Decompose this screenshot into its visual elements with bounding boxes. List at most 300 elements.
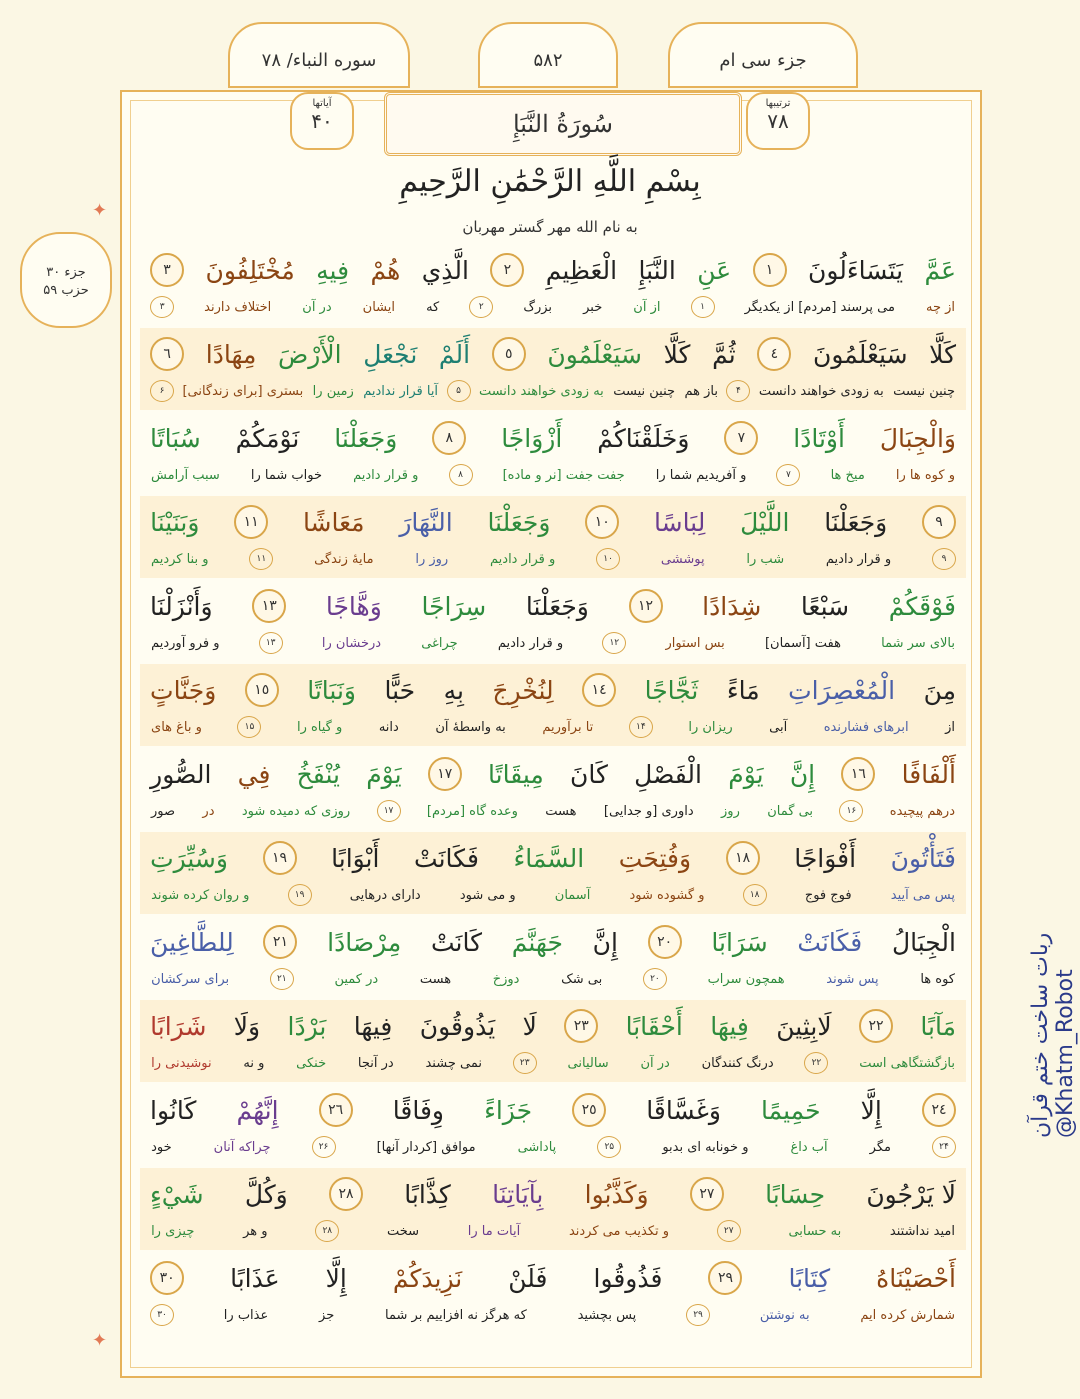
translation-line (150, 1050, 956, 1076)
surah-order-label: ترتیبها (765, 98, 791, 109)
arabic-word: أَلْفَافًا (901, 759, 956, 789)
translation-line (150, 882, 956, 908)
arabic-word: فَوْقَكُمْ (888, 591, 956, 621)
translation-ayah-marker: ۲۸ (315, 1220, 339, 1242)
arabic-word: مِرْصَادًا (327, 927, 402, 957)
translation-ayah-marker: ۶ (150, 380, 174, 402)
translation-word: آیات ما را (467, 1223, 521, 1239)
translation-word: می پرسند [مردم] از یکدیگر (744, 299, 895, 315)
translation-word: درنگ کنندگان (701, 1055, 774, 1071)
basmala: بِسْمِ اللَّهِ الرَّحْمَٰنِ الرَّحِيمِ (399, 164, 701, 199)
arabic-word: وِفَاقًا (392, 1095, 444, 1125)
translation-word: آسمان (554, 887, 591, 903)
translation-ayah-marker: ۲۵ (597, 1136, 621, 1158)
translation-word: هست (545, 803, 577, 819)
arabic-word: عَذَابًا (230, 1263, 280, 1293)
translation-word: که هرگز نه افزاییم بر شما (385, 1307, 527, 1323)
translation-word: عذاب را (223, 1307, 269, 1323)
surah-reference: سوره النباء/ ۷۸ (261, 49, 377, 71)
translation-line (150, 294, 956, 320)
arabic-word: إِلَّا (325, 1263, 347, 1293)
translation-ayah-marker: ۱۴ (629, 716, 653, 738)
translation-ayah-marker: ۱۶ (839, 800, 863, 822)
translation-line (150, 546, 956, 572)
translation-word: در آن (640, 1055, 670, 1071)
ayah-number-marker: ١٩ (263, 841, 297, 875)
arabic-word: سَيَعْلَمُونَ (547, 339, 642, 369)
translation-ayah-marker: ۵ (447, 380, 471, 402)
arabic-word: وَالْجِبَالَ (879, 423, 956, 453)
arabic-word: النَّبَإِ (638, 255, 676, 285)
ayah-number-marker: ٢٧ (690, 1177, 724, 1211)
translation-ayah-marker: ۱۰ (596, 548, 620, 570)
translation-word: و گشوده شود (629, 887, 705, 903)
translation-word: بازگشتگاهی است (859, 1055, 955, 1071)
arabic-word: أَلَمْ (438, 339, 471, 369)
translation-word: ابرهای فشارنده (823, 719, 909, 735)
arabic-word: كِذَّابًا (404, 1179, 451, 1209)
page-number-header (478, 22, 618, 88)
translation-word: درهم پیچیده (889, 803, 955, 819)
translation-word: که (426, 299, 440, 315)
translation-word: چیزی را (151, 1223, 195, 1239)
juz-label: جزء سی ام (719, 49, 807, 71)
ayah-number-marker: ١٨ (726, 841, 760, 875)
ayah-number-marker: ٧ (724, 421, 758, 455)
arabic-word: الْمُعْصِرَاتِ (788, 675, 896, 705)
watermark-line-2: @Khatm_Robot (1053, 969, 1078, 1138)
verses-count-label: آیاتها (312, 98, 332, 109)
translation-word: کوه ها (920, 971, 955, 987)
arabic-word: أَبْوَابًا (331, 843, 380, 873)
verse-row (140, 916, 966, 998)
ayah-number-marker: ١ (753, 253, 787, 287)
arabic-word: فَكَانَتْ (797, 927, 863, 957)
ayah-number-marker: ١٢ (629, 589, 663, 623)
arabic-word: فَكَانَتْ (414, 843, 479, 873)
translation-ayah-marker: ۲۰ (643, 968, 667, 990)
translation-word: به نوشتن (759, 1307, 810, 1323)
translation-word: خود (151, 1139, 172, 1155)
translation-word: مایهٔ زندگی (314, 551, 374, 567)
translation-ayah-marker: ۳ (150, 296, 174, 318)
arabic-word: أَحْصَيْنَاهُ (876, 1263, 956, 1293)
basmala-translation: به نام الله مهر گستر مهربان (462, 218, 638, 236)
translation-word: باز هم (684, 383, 718, 399)
translation-ayah-marker: ۱۳ (259, 632, 283, 654)
translation-word: پس بچشید (577, 1307, 637, 1323)
translation-line (150, 966, 956, 992)
arabic-word: وَسُيِّرَتِ (150, 843, 228, 873)
arabic-word: الْعَظِيمِ (545, 255, 618, 285)
arabic-word: فِي (237, 759, 271, 789)
translation-word: هفت [آسمان] (764, 635, 841, 651)
translation-word: و گیاه را (296, 719, 343, 735)
arabic-word: وَفُتِحَتِ (618, 843, 692, 873)
translation-word: دوزخ (492, 971, 520, 987)
watermark-line-1: ربات ساخت ختم قرآن (1028, 932, 1053, 1138)
ayah-number-marker: ٢٠ (648, 925, 682, 959)
arabic-line (150, 1254, 956, 1302)
arabic-word: هُمْ (370, 255, 401, 285)
arabic-word: إِنَّ (789, 759, 816, 789)
translation-line (150, 1134, 956, 1160)
surah-order-badge (746, 92, 810, 150)
ornament-icon: ✦ (92, 200, 108, 221)
translation-ayah-marker: ۲ (469, 296, 493, 318)
ayah-number-marker: ٣ (150, 253, 184, 287)
translation-ayah-marker: ۱۹ (288, 884, 312, 906)
verse-row (140, 412, 966, 494)
arabic-line (150, 246, 956, 294)
ayah-number-marker: ١١ (234, 505, 268, 539)
arabic-word: سَرَابًا (711, 927, 768, 957)
translation-word: و آفریدیم شما را (655, 467, 747, 483)
arabic-word: وَجَنَّاتٍ (150, 675, 217, 705)
arabic-word: وَكَذَّبُوا (584, 1179, 649, 1209)
translation-ayah-marker: ۱۲ (602, 632, 626, 654)
translation-word: جفت جفت [نر و ماده] (502, 467, 625, 483)
ayah-number-marker: ٨ (432, 421, 466, 455)
translation-word: بزرگ (523, 299, 553, 315)
arabic-word: إِنَّ (592, 927, 618, 957)
ayah-number-marker: ٤ (757, 337, 791, 371)
arabic-word: النَّهَارَ (399, 507, 453, 537)
translation-word: صور (151, 803, 176, 819)
translation-word: ایشان (362, 299, 396, 315)
arabic-word: فِيهِ (316, 255, 350, 285)
ayah-number-marker: ١٦ (841, 757, 875, 791)
arabic-word: أَزْوَاجًا (501, 423, 563, 453)
translation-line (150, 378, 956, 404)
verses-count-badge (290, 92, 354, 150)
ayah-number-marker: ٢٢ (859, 1009, 893, 1043)
translation-line (150, 630, 956, 656)
arabic-word: مِيقَاتًا (488, 759, 544, 789)
translation-ayah-marker: ۳۰ (150, 1304, 174, 1326)
arabic-word: فِيهَا (353, 1011, 393, 1041)
ayah-number-marker: ٢٦ (319, 1093, 353, 1127)
arabic-word: أَفْوَاجًا (794, 843, 857, 873)
arabic-line (150, 330, 956, 378)
arabic-word: لَا (522, 1011, 537, 1041)
translation-word: به زودی خواهند دانست (758, 383, 884, 399)
arabic-word: حَمِيمًا (761, 1095, 821, 1125)
page-number: ۵۸۲ (533, 49, 563, 71)
translation-word: خواب شما را (250, 467, 323, 483)
arabic-word: لَا يَرْجُونَ (866, 1179, 956, 1209)
arabic-word: فِيهَا (710, 1011, 749, 1041)
translation-ayah-marker: ۲۱ (270, 968, 294, 990)
arabic-word: نَوْمَكُمْ (235, 423, 300, 453)
translation-word: پس می آیید (890, 887, 955, 903)
translation-word: و فرو آوردیم (151, 635, 220, 651)
translation-word: روزی که دمیده شود (241, 803, 351, 819)
translation-word: و نه (243, 1055, 265, 1071)
translation-word: به واسطهٔ آن (435, 719, 506, 735)
arabic-word: كَانَ (570, 759, 608, 789)
ornament-icon: ✦ (92, 1330, 108, 1351)
translation-word: در (202, 803, 215, 819)
translation-word: و قرار دادیم (825, 551, 892, 567)
arabic-word: مِهَادًا (205, 339, 257, 369)
ayah-number-marker: ٣٠ (150, 1261, 184, 1295)
verses-count-value: ۴۰ (311, 109, 333, 133)
translation-word: بی شک (561, 971, 603, 987)
arabic-line (150, 498, 956, 546)
translation-ayah-marker: ۲۹ (686, 1304, 710, 1326)
translation-ayah-marker: ۲۶ (312, 1136, 336, 1158)
arabic-word: جَزَاءً (484, 1095, 533, 1125)
arabic-word: ثُمَّ (712, 339, 736, 369)
translation-word: چنین نیست (613, 383, 676, 399)
translation-word: بس استوار (665, 635, 725, 651)
translation-word: نوشیدنی را (151, 1055, 212, 1071)
verse-row (140, 664, 966, 746)
verse-row (140, 580, 966, 662)
translation-word: فوج فوج (804, 887, 852, 903)
ayah-number-marker: ٩ (922, 505, 956, 539)
arabic-word: وَجَعَلْنَا (334, 423, 398, 453)
verse-row (140, 328, 966, 410)
ayah-number-marker: ٢٤ (922, 1093, 956, 1127)
translation-word: چراغی (421, 635, 458, 651)
arabic-word: سَيَعْلَمُونَ (812, 339, 908, 369)
translation-ayah-marker: ۴ (726, 380, 750, 402)
ayah-number-marker: ٢١ (263, 925, 297, 959)
translation-word: سالیانی (567, 1055, 609, 1071)
arabic-word: وَهَّاجًا (325, 591, 382, 621)
arabic-word: يَوْمَ (728, 759, 764, 789)
arabic-word: مِنَ (923, 675, 956, 705)
translation-word: و خونابه ای بدبو (662, 1139, 749, 1155)
translation-word: میخ ها (830, 467, 865, 483)
arabic-word: حَبًّا (384, 675, 416, 705)
arabic-word: وَنَبَاتًا (307, 675, 356, 705)
surah-reference-header (228, 22, 410, 88)
arabic-word: وَبَنَيْنَا (150, 507, 200, 537)
arabic-word: إِلَّا (860, 1095, 882, 1125)
translation-word: تا برآوریم (542, 719, 594, 735)
arabic-word: كَلَّا (663, 339, 691, 369)
arabic-line (150, 1002, 956, 1050)
translation-word: چنین نیست (893, 383, 955, 399)
arabic-line (150, 666, 956, 714)
arabic-word: فَتَأْتُونَ (890, 843, 956, 873)
translation-line (150, 1302, 956, 1328)
arabic-word: الْأَرْضَ (278, 339, 342, 369)
verse-row (140, 1252, 966, 1334)
translation-word: درخشان را (321, 635, 382, 651)
arabic-word: نَزِيدَكُمْ (392, 1263, 463, 1293)
translation-word: چراکه آنان (213, 1139, 271, 1155)
arabic-word: عَمَّ (924, 255, 956, 285)
translation-word: و می شود (459, 887, 516, 903)
arabic-word: جَهَنَّمَ (511, 927, 563, 957)
arabic-line (150, 750, 956, 798)
arabic-word: أَحْقَابًا (625, 1011, 683, 1041)
translation-word: در آن (302, 299, 332, 315)
arabic-word: ثَجَّاجًا (644, 675, 699, 705)
verse-row (140, 244, 966, 326)
translation-word: نمی چشند (425, 1055, 482, 1071)
arabic-word: سِرَاجًا (421, 591, 487, 621)
translation-word: و قرار دادیم (353, 467, 419, 483)
arabic-word: الصُّورِ (150, 759, 212, 789)
translation-word: و باغ های (151, 719, 202, 735)
translation-word: بالای سر شما (881, 635, 955, 651)
hizb-marker-label: حزب ۵۹ (43, 283, 89, 298)
translation-word: امید نداشتند (889, 1223, 955, 1239)
arabic-word: سَبْعًا (800, 591, 850, 621)
translation-word: از (945, 719, 955, 735)
arabic-word: وَلَا (233, 1011, 261, 1041)
translation-word: در کمین (334, 971, 379, 987)
arabic-word: حِسَابًا (765, 1179, 826, 1209)
arabic-line (150, 582, 956, 630)
translation-ayah-marker: ۱ (691, 296, 715, 318)
verse-row (140, 832, 966, 914)
arabic-word: شَرَابًا (150, 1011, 207, 1041)
arabic-word: بِهِ (443, 675, 464, 705)
translation-word: داوری [و جدایی] (603, 803, 694, 819)
translation-word: خنکی (296, 1055, 327, 1071)
translation-word: دانه (378, 719, 399, 735)
arabic-word: سُبَاتًا (150, 423, 201, 453)
ayah-number-marker: ٦ (150, 337, 184, 371)
arabic-word: كَانُوا (150, 1095, 197, 1125)
translation-word: مگر (869, 1139, 891, 1155)
arabic-word: لِلطَّاغِينَ (150, 927, 234, 957)
ayah-number-marker: ١٣ (252, 589, 286, 623)
translation-ayah-marker: ۹ (932, 548, 956, 570)
arabic-word: فَلَنْ (508, 1263, 548, 1293)
juz-hizb-marker (20, 232, 112, 328)
arabic-word: فَذُوقُوا (593, 1263, 663, 1293)
translation-word: بی گمان (767, 803, 814, 819)
arabic-word: وَكُلَّ (244, 1179, 288, 1209)
translation-word: سبب آرامش (151, 467, 220, 483)
translation-word: ریزان را (688, 719, 733, 735)
surah-order-value: ۷۸ (767, 109, 789, 133)
arabic-word: لِبَاسًا (654, 507, 706, 537)
ayah-number-marker: ١٧ (428, 757, 462, 791)
translation-ayah-marker: ۷ (776, 464, 800, 486)
translation-word: بستری [برای زندگانی] (182, 383, 304, 399)
translation-word: زمین را (312, 383, 354, 399)
translation-word: به حسابی (788, 1223, 842, 1239)
arabic-word: مُخْتَلِفُونَ (205, 255, 295, 285)
arabic-word: كَلَّا (929, 339, 956, 369)
ayah-number-marker: ٢ (490, 253, 524, 287)
arabic-line (150, 1170, 956, 1218)
translation-ayah-marker: ۱۱ (249, 548, 273, 570)
translation-word: پس شوند (826, 971, 879, 987)
arabic-word: لَابِثِينَ (776, 1011, 832, 1041)
arabic-word: يَتَسَاءَلُونَ (807, 255, 904, 285)
translation-word: و قرار دادیم (490, 551, 556, 567)
translation-word: همچون سراب (707, 971, 785, 987)
arabic-word: لِنُخْرِجَ (492, 675, 554, 705)
translation-line (150, 1218, 956, 1244)
translation-word: پاداشی (517, 1139, 557, 1155)
arabic-word: كِتَابًا (788, 1263, 831, 1293)
translation-word: روز را (415, 551, 449, 567)
translation-word: به زودی خواهند دانست (478, 383, 604, 399)
translation-word: پوششی (660, 551, 705, 567)
translation-word: هست (419, 971, 452, 987)
arabic-word: يُنْفَخُ (296, 759, 340, 789)
arabic-word: وَغَسَّاقًا (646, 1095, 721, 1125)
arabic-word: الْفَصْلِ (634, 759, 702, 789)
ayah-number-marker: ١٤ (582, 673, 616, 707)
translation-word: و تکذیب می کردند (568, 1223, 670, 1239)
ayah-number-marker: ٢٩ (708, 1261, 742, 1295)
surah-title-banner (384, 92, 742, 156)
translation-word: آیا قرار ندادیم (363, 383, 439, 399)
translation-ayah-marker: ۲۲ (804, 1052, 828, 1074)
translation-word: و قرار دادیم (497, 635, 564, 651)
translation-word: جز (319, 1307, 335, 1323)
translation-word: و هر (243, 1223, 268, 1239)
verse-row (140, 1084, 966, 1166)
translation-ayah-marker: ۱۷ (377, 800, 401, 822)
arabic-word: يَذُوقُونَ (419, 1011, 496, 1041)
translation-word: اختلاف دارند (204, 299, 272, 315)
translation-ayah-marker: ۸ (449, 464, 473, 486)
translation-word: موافق [کردار آنها] (376, 1139, 476, 1155)
arabic-word: إِنَّهُمْ (236, 1095, 279, 1125)
translation-word: و کوه ها را (895, 467, 955, 483)
ayah-number-marker: ٢٥ (572, 1093, 606, 1127)
arabic-word: اللَّيْلَ (740, 507, 790, 537)
verse-row (140, 748, 966, 830)
arabic-word: نَجْعَلِ (363, 339, 418, 369)
translation-ayah-marker: ۲۳ (513, 1052, 537, 1074)
arabic-line (150, 918, 956, 966)
arabic-word: وَخَلَقْنَاكُمْ (597, 423, 690, 453)
translation-line (150, 714, 956, 740)
translation-word: از چه (925, 299, 955, 315)
translation-word: سخت (386, 1223, 420, 1239)
ayah-number-marker: ١٥ (245, 673, 279, 707)
arabic-word: وَأَنْزَلْنَا (150, 591, 213, 621)
arabic-word: كَانَتْ (430, 927, 483, 957)
translation-word: برای سرکشان (151, 971, 230, 987)
translation-word: وعده گاه [مردم] (426, 803, 518, 819)
translation-word: شمارش کرده ایم (860, 1307, 955, 1323)
arabic-word: أَوْتَادًا (793, 423, 845, 453)
ayah-number-marker: ٢٨ (329, 1177, 363, 1211)
translation-ayah-marker: ۲۴ (932, 1136, 956, 1158)
watermark (1028, 932, 1078, 1138)
translation-word: خبر (583, 299, 603, 315)
arabic-line (150, 834, 956, 882)
arabic-word: مَعَاشًا (302, 507, 365, 537)
translation-ayah-marker: ۱۸ (743, 884, 767, 906)
verse-row (140, 1168, 966, 1250)
verse-row (140, 1000, 966, 1082)
arabic-word: مَآبًا (920, 1011, 956, 1041)
arabic-word: مَاءً (726, 675, 760, 705)
arabic-word: السَّمَاءُ (513, 843, 585, 873)
ayah-number-marker: ١٠ (585, 505, 619, 539)
arabic-word: وَجَعَلْنَا (487, 507, 551, 537)
arabic-word: الْجِبَالُ (891, 927, 956, 957)
arabic-word: وَجَعَلْنَا (824, 507, 888, 537)
translation-word: روز (721, 803, 740, 819)
translation-line (150, 798, 956, 824)
